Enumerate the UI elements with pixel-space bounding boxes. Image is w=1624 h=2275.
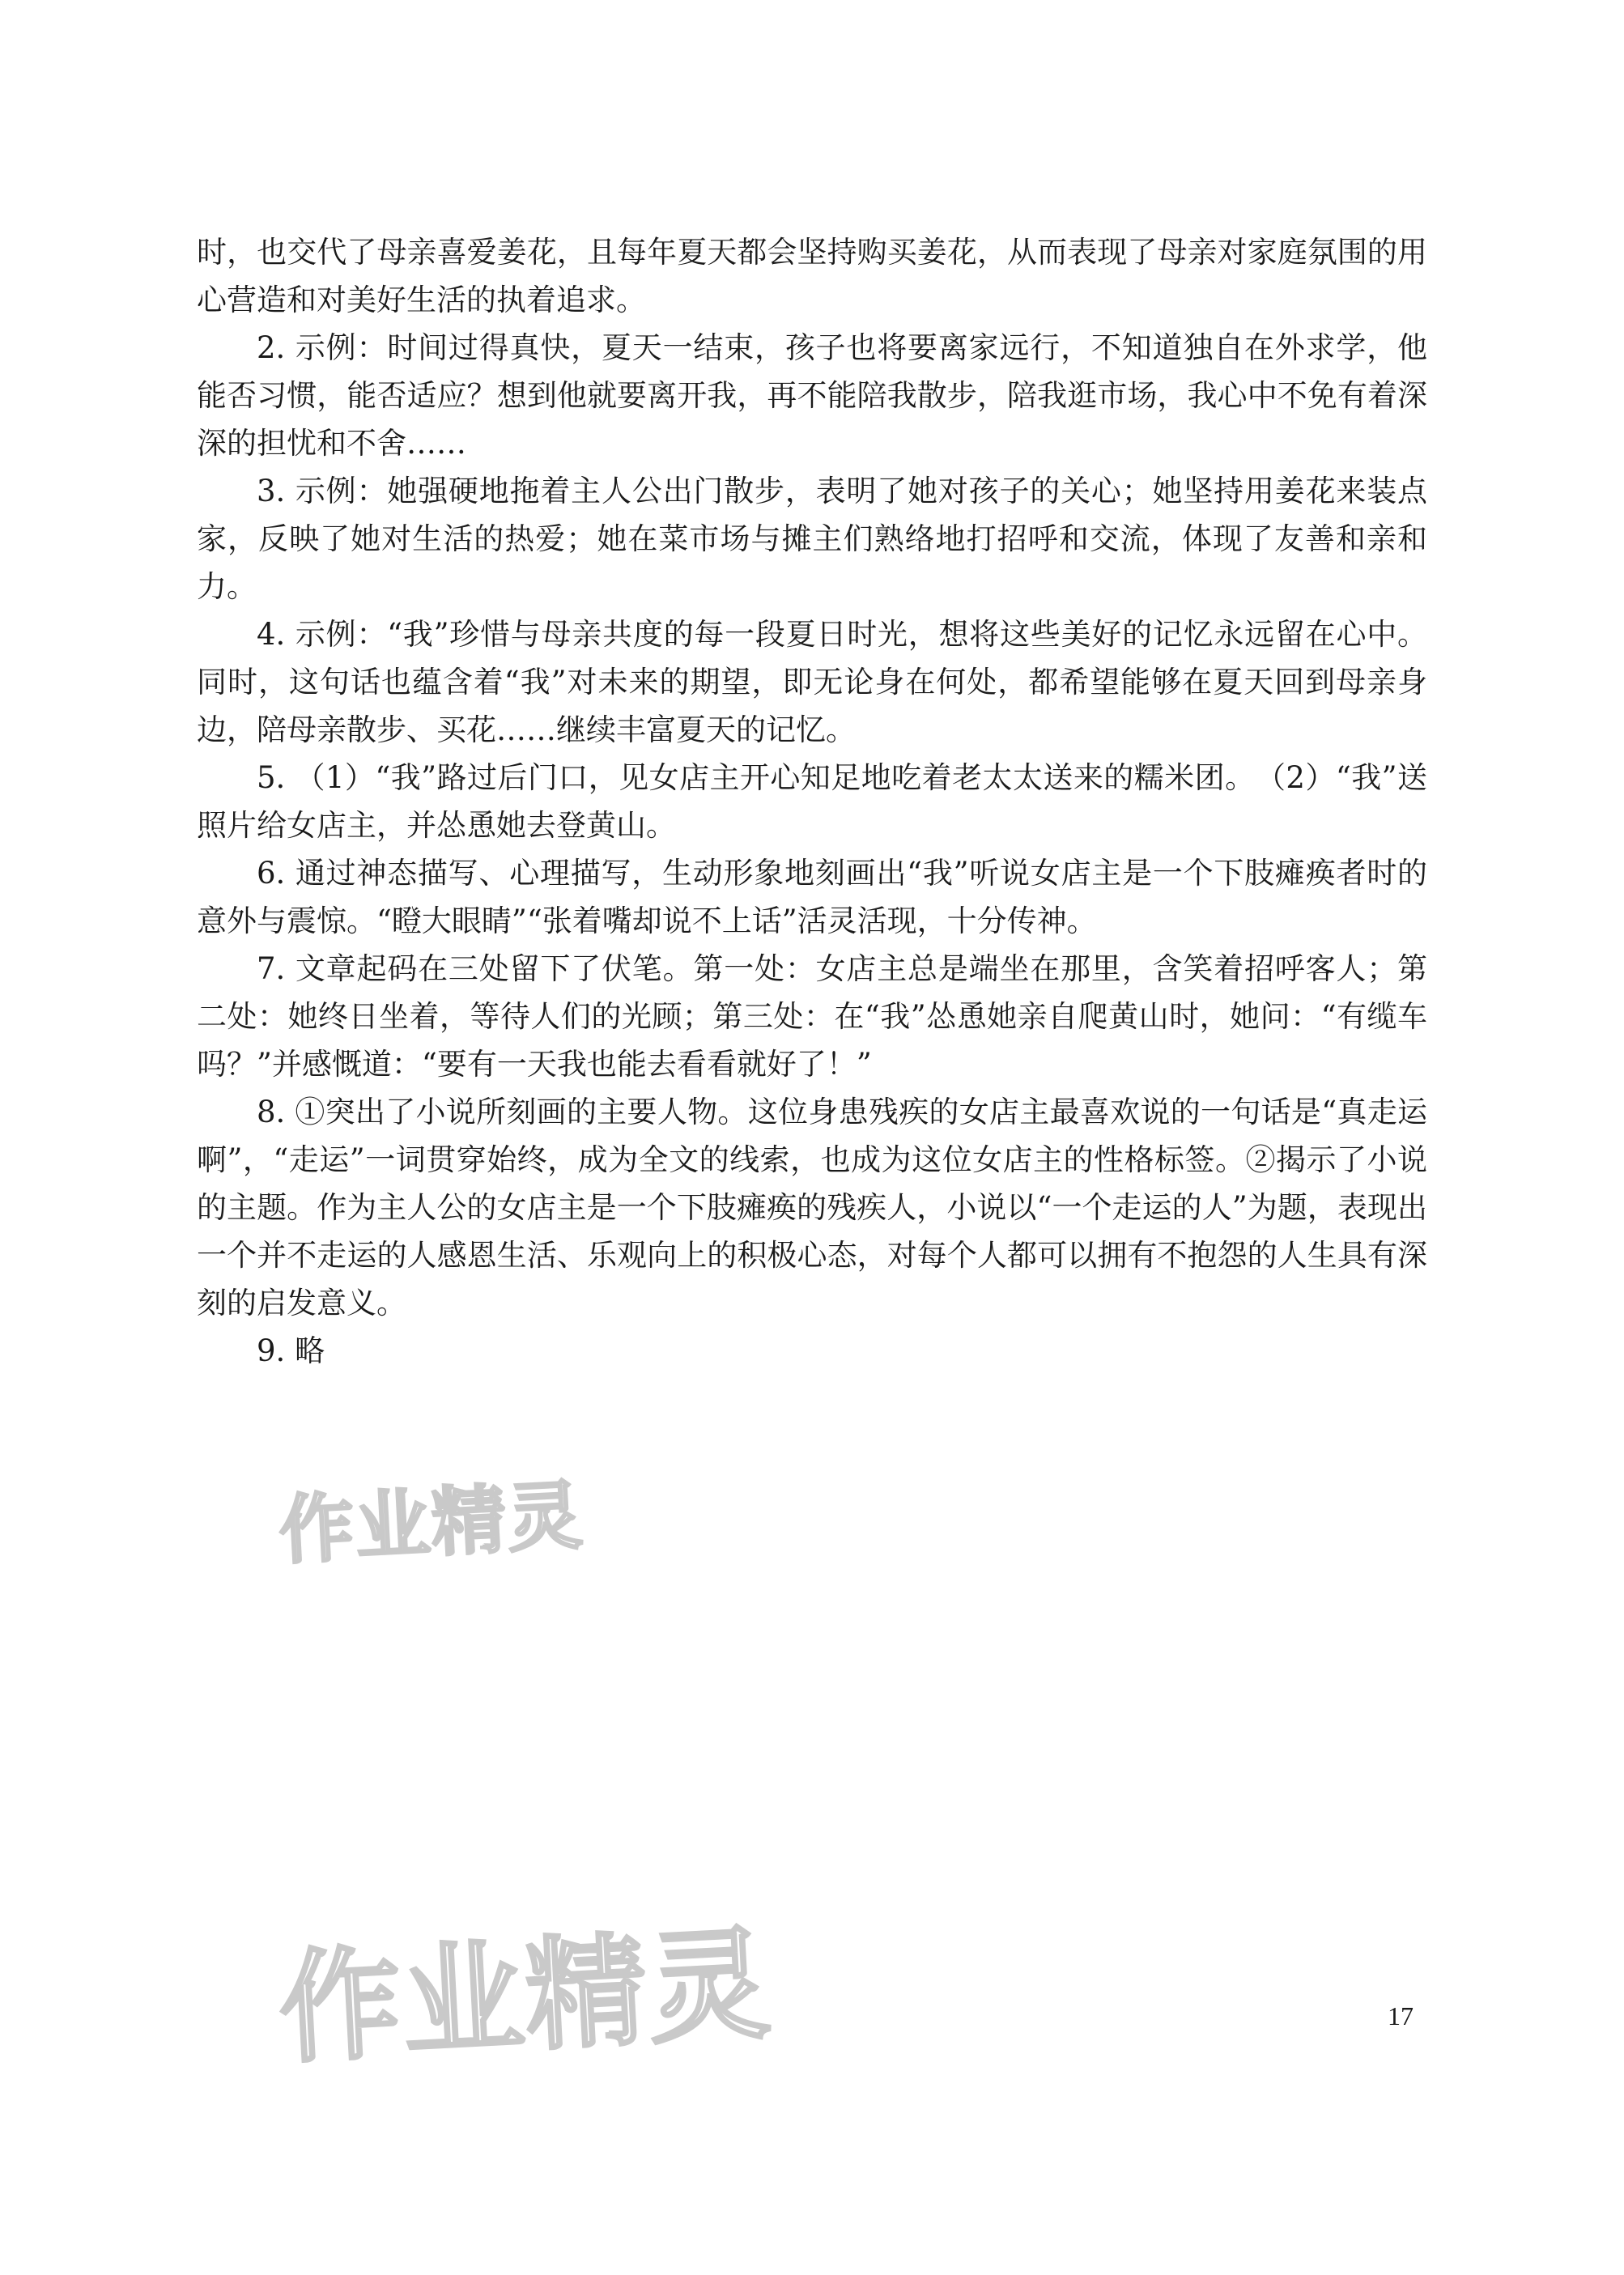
answer-3: 3. 示例：她强硬地拖着主人公出门散步，表明了她对孩子的关心；她坚持用姜花来装点家，反映了她对生活的热爱；她在菜市场与摊主们熟络地打招呼和交流，体现了友善和亲和力。 (197, 474, 1427, 604)
answer-9: 9. 略 (257, 1333, 325, 1368)
watermark-lower: 作业精灵 (275, 1914, 776, 2081)
answer-8: 8. ①突出了小说所刻画的主要人物。这位身患残疾的女店主最喜欢说的一句话是“真走运啊”，“走运”一词贯穿始终，成为全文的线索，也成为这位女店主的性格标签。②揭示了小说的主题。作为主人公的女店主是一个下肢瘫痪的残疾人，小说以“一个走运的人”为题，表现出一个并不走运的人感恩生活、乐观向上的积极心态，对每个人都可以拥有不抱怨的人生具有深刻的启发意义。 (197, 1095, 1427, 1320)
answer-4: 4. 示例：“我”珍惜与母亲共度的每一段夏日时光，想将这些美好的记忆永远留在心中。同时，这句话也蕴含着“我”对未来的期望，即无论身在何处，都希望能够在夏天回到母亲身边，陪母亲散步、买花……继续丰富夏天的记忆。 (197, 617, 1427, 747)
answer-2: 2. 示例：时间过得真快，夏天一结束，孩子也将要离家远行，不知道独自在外求学，他能否习惯，能否适应？想到他就要离开我，再不能陪我散步，陪我逛市场，我心中不免有着深深的担忧和不舍…… (197, 330, 1427, 461)
answer-5: 5. （1）“我”路过后门口，见女店主开心知足地吃着老太太送来的糯米团。 （2）“我”送照片给女店主，并怂恿她去登黄山。 (197, 760, 1427, 843)
paragraph-continuation: 时，也交代了母亲喜爱姜花，且每年夏天都会坚持购买姜花，从而表现了母亲对家庭氛围的用心营造和对美好生活的执着追求。 (197, 235, 1427, 317)
answer-body (197, 228, 1427, 1375)
watermark-upper: 作业精灵 (277, 1472, 586, 1575)
page-number: 17 (1388, 2001, 1414, 2030)
answer-6: 6. 通过神态描写、心理描写，生动形象地刻画出“我”听说女店主是一个下肢瘫痪者时的意外与震惊。“瞪大眼睛”“张着嘴却说不上话”活灵活现，十分传神。 (197, 856, 1427, 938)
answer-7: 7. 文章起码在三处留下了伏笔。第一处：女店主总是端坐在那里，含笑着招呼客人；第二处：她终日坐着，等待人们的光顾；第三处：在“我”怂恿她亲自爬黄山时，她问：“有缆车吗？”并感慨道：“要有一天我也能去看看就好了！” (197, 951, 1427, 1082)
